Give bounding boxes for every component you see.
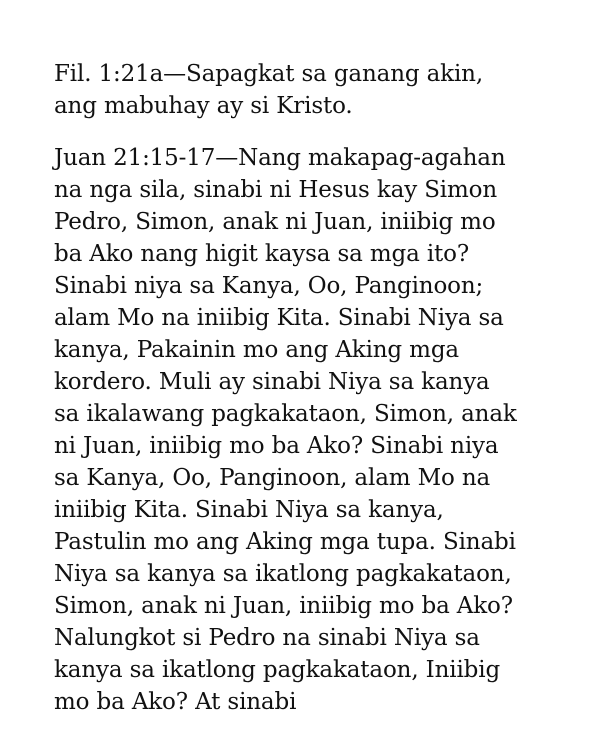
text-line: ba Ako nang higit kaysa sa mga ito? — [54, 241, 470, 267]
text-line: sa ikalawang pagkakataon, Simon, anak — [54, 401, 517, 427]
text-line: Simon, anak ni Juan, iniibig mo ba Ako? — [54, 593, 513, 619]
passage-john — [54, 142, 585, 718]
text-line: Niya sa kanya sa ikatlong pagkakataon, — [54, 561, 512, 587]
text-line: kanya, Pakainin mo ang Aking mga — [54, 337, 459, 363]
text-line: ang mabuhay ay si Kristo. — [54, 93, 353, 119]
text-line: Fil. 1:21a—Sapagkat sa ganang akin, — [54, 61, 483, 87]
text-line: Nalungkot si Pedro na sinabi Niya sa — [54, 625, 480, 651]
text-line: ni Juan, iniibig mo ba Ako? Sinabi niya — [54, 433, 499, 459]
text-line: alam Mo na iniibig Kita. Sinabi Niya sa — [54, 305, 504, 331]
text-line: mo ba Ako? At sinabi — [54, 689, 297, 715]
text-line: Juan 21:15-17—Nang makapag-agahan — [54, 145, 506, 171]
text-line: kordero. Muli ay sinabi Niya sa kanya — [54, 369, 490, 395]
paragraph-spacer — [54, 122, 585, 142]
text-line: sa Kanya, Oo, Panginoon, alam Mo na — [54, 465, 491, 491]
text-line: Sinabi niya sa Kanya, Oo, Panginoon; — [54, 273, 484, 299]
text-line: iniibig Kita. Sinabi Niya sa kanya, — [54, 497, 444, 523]
text-line: Pedro, Simon, anak ni Juan, iniibig mo — [54, 209, 496, 235]
text-line: Pastulin mo ang Aking mga tupa. Sinabi — [54, 529, 516, 555]
passage-philippians — [54, 58, 585, 122]
text-line: kanya sa ikatlong pagkakataon, Iniibig — [54, 657, 501, 683]
text-line: na nga sila, sinabi ni Hesus kay Simon — [54, 177, 498, 203]
